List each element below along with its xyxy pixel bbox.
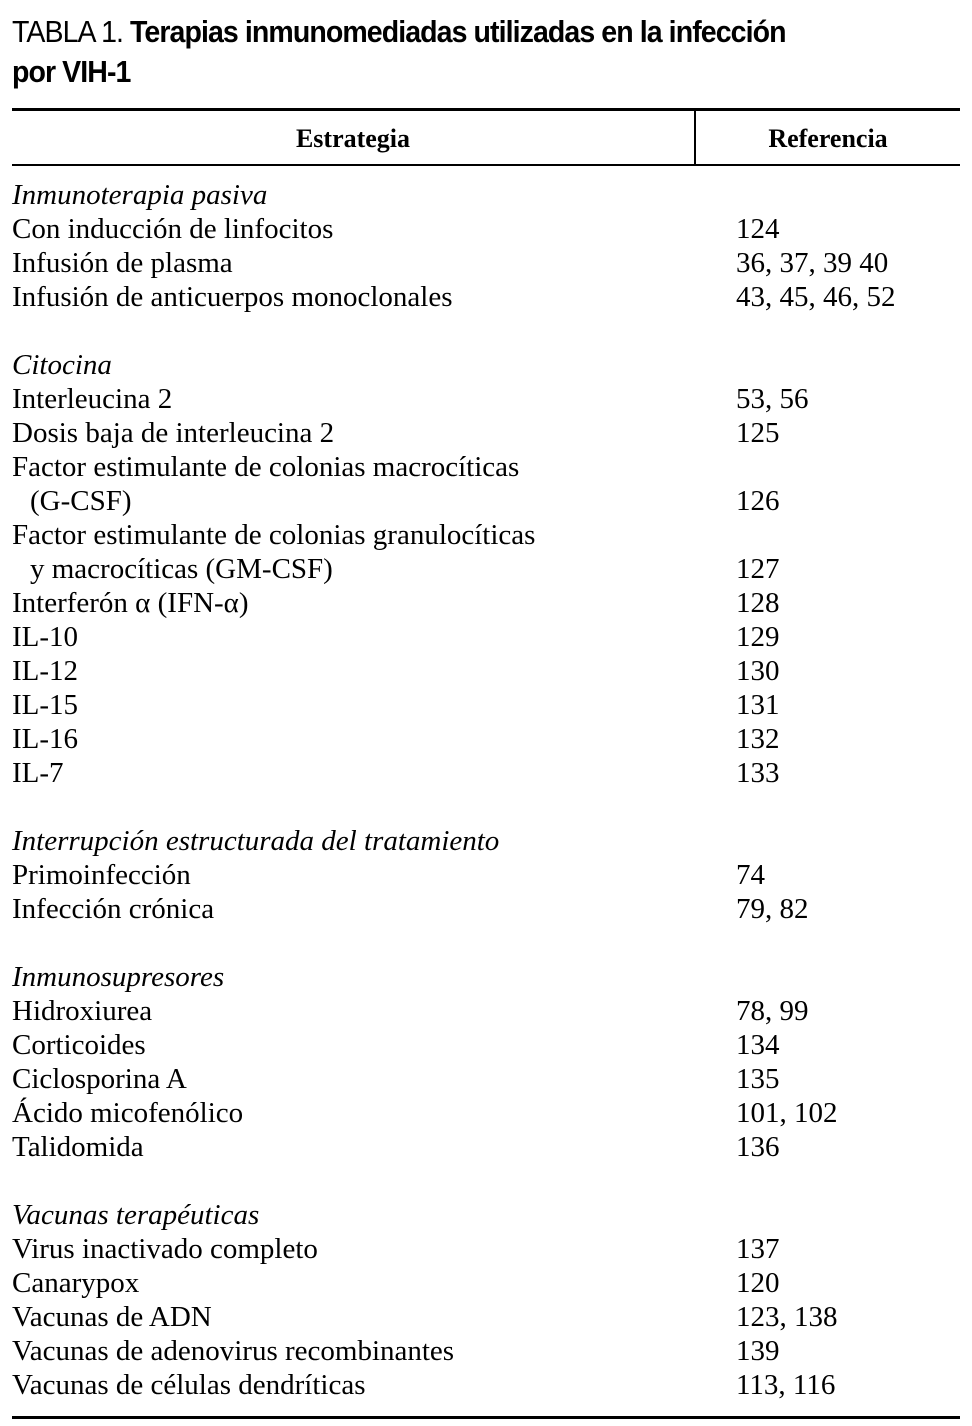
strategy-cell-continuation: (G-CSF) [30, 485, 132, 517]
strategy-cell: IL-7 [12, 757, 64, 789]
strategy-cell: IL-16 [12, 723, 79, 755]
reference-cell: 78, 99 [736, 995, 809, 1027]
table-row [12, 1300, 960, 1334]
reference-cell: 129 [736, 621, 780, 653]
table-row [12, 212, 960, 246]
table-row [12, 518, 960, 552]
reference-cell: 131 [736, 689, 780, 721]
strategy-cell: IL-12 [12, 655, 79, 687]
header-rule [12, 164, 960, 166]
reference-cell: 53, 56 [736, 383, 809, 415]
section-row [12, 960, 960, 994]
header-reference: Referencia [768, 124, 888, 153]
strategy-cell: Canarypox [12, 1267, 140, 1299]
strategy-cell: Infusión de anticuerpos monoclonales [12, 281, 453, 313]
strategy-cell: Factor estimulante de colonias granulocíticas [12, 519, 536, 551]
reference-cell: 126 [736, 485, 780, 517]
table-row [12, 416, 960, 450]
strategy-cell: IL-15 [12, 689, 79, 721]
reference-cell: 135 [736, 1063, 780, 1095]
strategy-cell: Virus inactivado completo [12, 1233, 318, 1265]
table-row [12, 892, 960, 926]
reference-cell: 125 [736, 417, 780, 449]
table-title-line2: por VIH-1 [12, 54, 131, 89]
table-row [12, 1062, 960, 1096]
section-row [12, 348, 960, 382]
strategy-cell: Primoinfección [12, 859, 191, 891]
reference-cell: 123, 138 [736, 1301, 838, 1333]
table-row [12, 994, 960, 1028]
table-row [12, 1266, 960, 1300]
section-title: Interrupción estructurada del tratamiento [12, 825, 500, 857]
table-label: TABLA 1. [12, 14, 124, 49]
reference-cell: 43, 45, 46, 52 [736, 281, 896, 313]
reference-cell: 137 [736, 1233, 780, 1265]
table-row [12, 722, 960, 756]
strategy-cell-continuation: y macrocíticas (GM-CSF) [30, 553, 333, 585]
header-strategy: Estrategia [295, 124, 411, 153]
table-caption [12, 12, 886, 92]
strategy-cell: Interleucina 2 [12, 383, 173, 415]
table-row [12, 1096, 960, 1130]
table-row [12, 280, 960, 314]
reference-cell: 139 [736, 1335, 780, 1367]
strategy-cell: Infusión de plasma [12, 247, 233, 279]
table-row [12, 688, 960, 722]
reference-cell: 113, 116 [736, 1369, 836, 1401]
strategy-cell: Vacunas de células dendríticas [12, 1369, 366, 1401]
section-row [12, 178, 960, 212]
section-title: Inmunosupresores [12, 961, 225, 993]
reference-cell: 124 [736, 213, 780, 245]
strategy-cell: Vacunas de adenovirus recombinantes [12, 1335, 455, 1367]
section-title: Vacunas terapéuticas [12, 1199, 260, 1231]
table-row-continuation [12, 552, 960, 586]
table-row [12, 1028, 960, 1062]
reference-cell: 136 [736, 1131, 780, 1163]
reference-cell: 120 [736, 1267, 780, 1299]
strategy-cell: Dosis baja de interleucina 2 [12, 417, 335, 449]
strategy-cell: Corticoides [12, 1029, 146, 1061]
strategy-cell: Hidroxiurea [12, 995, 153, 1027]
table-row [12, 1334, 960, 1368]
table-row [12, 246, 960, 280]
section-row [12, 824, 960, 858]
strategy-cell: Factor estimulante de colonias macrocíticas [12, 451, 520, 483]
reference-cell: 36, 37, 39 40 [736, 247, 889, 279]
section-title: Citocina [12, 349, 112, 381]
table-row [12, 1130, 960, 1164]
table-title: Terapias inmunomediadas utilizadas en la infección [130, 14, 786, 49]
table-row [12, 620, 960, 654]
table-row [12, 858, 960, 892]
strategy-cell: Con inducción de linfocitos [12, 213, 334, 245]
table-row [12, 1368, 960, 1402]
reference-cell: 101, 102 [736, 1097, 838, 1129]
reference-cell: 127 [736, 553, 780, 585]
table-row [12, 382, 960, 416]
strategy-cell: Interferón α (IFN-α) [12, 587, 249, 619]
table-row [12, 654, 960, 688]
strategy-cell: IL-10 [12, 621, 79, 653]
strategy-cell: Ciclosporina A [12, 1063, 187, 1095]
reference-cell: 74 [736, 859, 765, 891]
table-body [12, 178, 960, 1402]
top-rule [12, 108, 960, 111]
reference-cell: 130 [736, 655, 780, 687]
table-row [12, 1232, 960, 1266]
table-row [12, 756, 960, 790]
reference-cell: 132 [736, 723, 780, 755]
table-row [12, 586, 960, 620]
bottom-rule [12, 1416, 960, 1419]
reference-cell: 133 [736, 757, 780, 789]
table-row-continuation [12, 484, 960, 518]
reference-cell: 128 [736, 587, 780, 619]
strategy-cell: Infección crónica [12, 893, 215, 925]
table-row [12, 450, 960, 484]
strategy-cell: Ácido micofenólico [12, 1097, 244, 1129]
section-row [12, 1198, 960, 1232]
reference-cell: 134 [736, 1029, 780, 1061]
strategy-cell: Talidomida [12, 1131, 144, 1163]
reference-cell: 79, 82 [736, 893, 809, 925]
strategy-cell: Vacunas de ADN [12, 1301, 212, 1333]
section-title: Inmunoterapia pasiva [12, 179, 268, 211]
